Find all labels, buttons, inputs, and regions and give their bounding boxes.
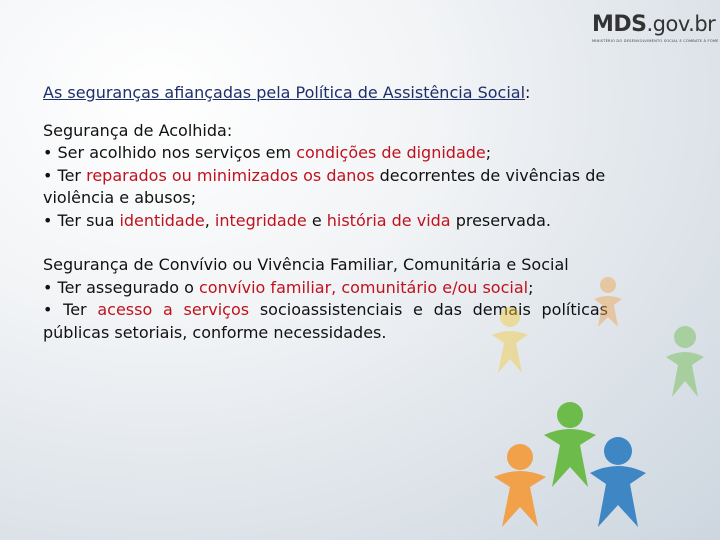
- faded-figure-yellow: [492, 307, 528, 373]
- bullet-text: ;: [485, 143, 492, 162]
- bullet-text: • Ter sua: [43, 210, 120, 230]
- section-acolhida-title: [43, 120, 608, 143]
- section-acolhida-title-suffix: :: [226, 120, 233, 140]
- section-acolhida-title-text: Segurança de Acolhida: [43, 120, 227, 140]
- figure-blue: [590, 437, 646, 527]
- bullet-text: ,: [204, 210, 215, 230]
- bullet-text: • Ter: [43, 300, 98, 319]
- mds-logo: [592, 12, 719, 48]
- figure-green: [544, 402, 596, 487]
- bullet-text: decorrentes de vivências de violência e abusos;: [43, 165, 606, 207]
- bullet-text: ;: [528, 277, 534, 297]
- highlight-text: integridade: [214, 210, 307, 230]
- figure-orange: [494, 444, 546, 527]
- faded-figure-green: [666, 326, 704, 397]
- bullet-acolhida-1: [43, 142, 608, 165]
- bullet-acolhida-2: [43, 165, 608, 210]
- highlight-text: história de vida: [326, 210, 451, 230]
- logo-domain: .gov.br: [646, 12, 716, 36]
- highlight-text: reparados ou minimizados os danos: [86, 165, 375, 185]
- highlight-text: condições de dignidade: [296, 143, 486, 162]
- highlight-text: acesso a serviços: [97, 300, 250, 319]
- bullet-text: preservada.: [450, 210, 551, 230]
- logo-brand: MDS: [592, 12, 647, 37]
- highlight-text: identidade: [119, 210, 205, 230]
- bullet-text: • Ter assegurado o: [43, 277, 199, 297]
- section-spacer: [43, 232, 608, 254]
- slide-heading-suffix: :: [525, 83, 531, 102]
- family-figures-illustration: [470, 255, 720, 540]
- logo-subtitle: MINISTÉRIO DO DESENVOLVIMENTO SOCIAL E COMBATE À FOME: [592, 39, 719, 43]
- highlight-text: convívio familiar, comunitário e/ou social: [199, 277, 529, 297]
- bullet-text: e: [306, 210, 327, 230]
- faded-figure-orange-small: [594, 277, 622, 327]
- logo-wordmark: [592, 12, 716, 37]
- faded-figures: [492, 277, 704, 397]
- bullet-text: socioassistenciais e das demais políticas públicas setoriais, conforme necessidades.: [43, 300, 609, 342]
- bullet-acolhida-3: [43, 210, 608, 233]
- section-convivio-title: Segurança de Convívio ou Vivência Familiar, Comunitária e Social: [43, 255, 569, 274]
- bullet-text: • Ser acolhido nos serviços em: [43, 143, 297, 162]
- slide-heading-text: As seguranças afiançadas pela Política de Assistência Social: [43, 83, 526, 102]
- slide-heading: [43, 82, 608, 105]
- bullet-text: • Ter: [43, 165, 87, 185]
